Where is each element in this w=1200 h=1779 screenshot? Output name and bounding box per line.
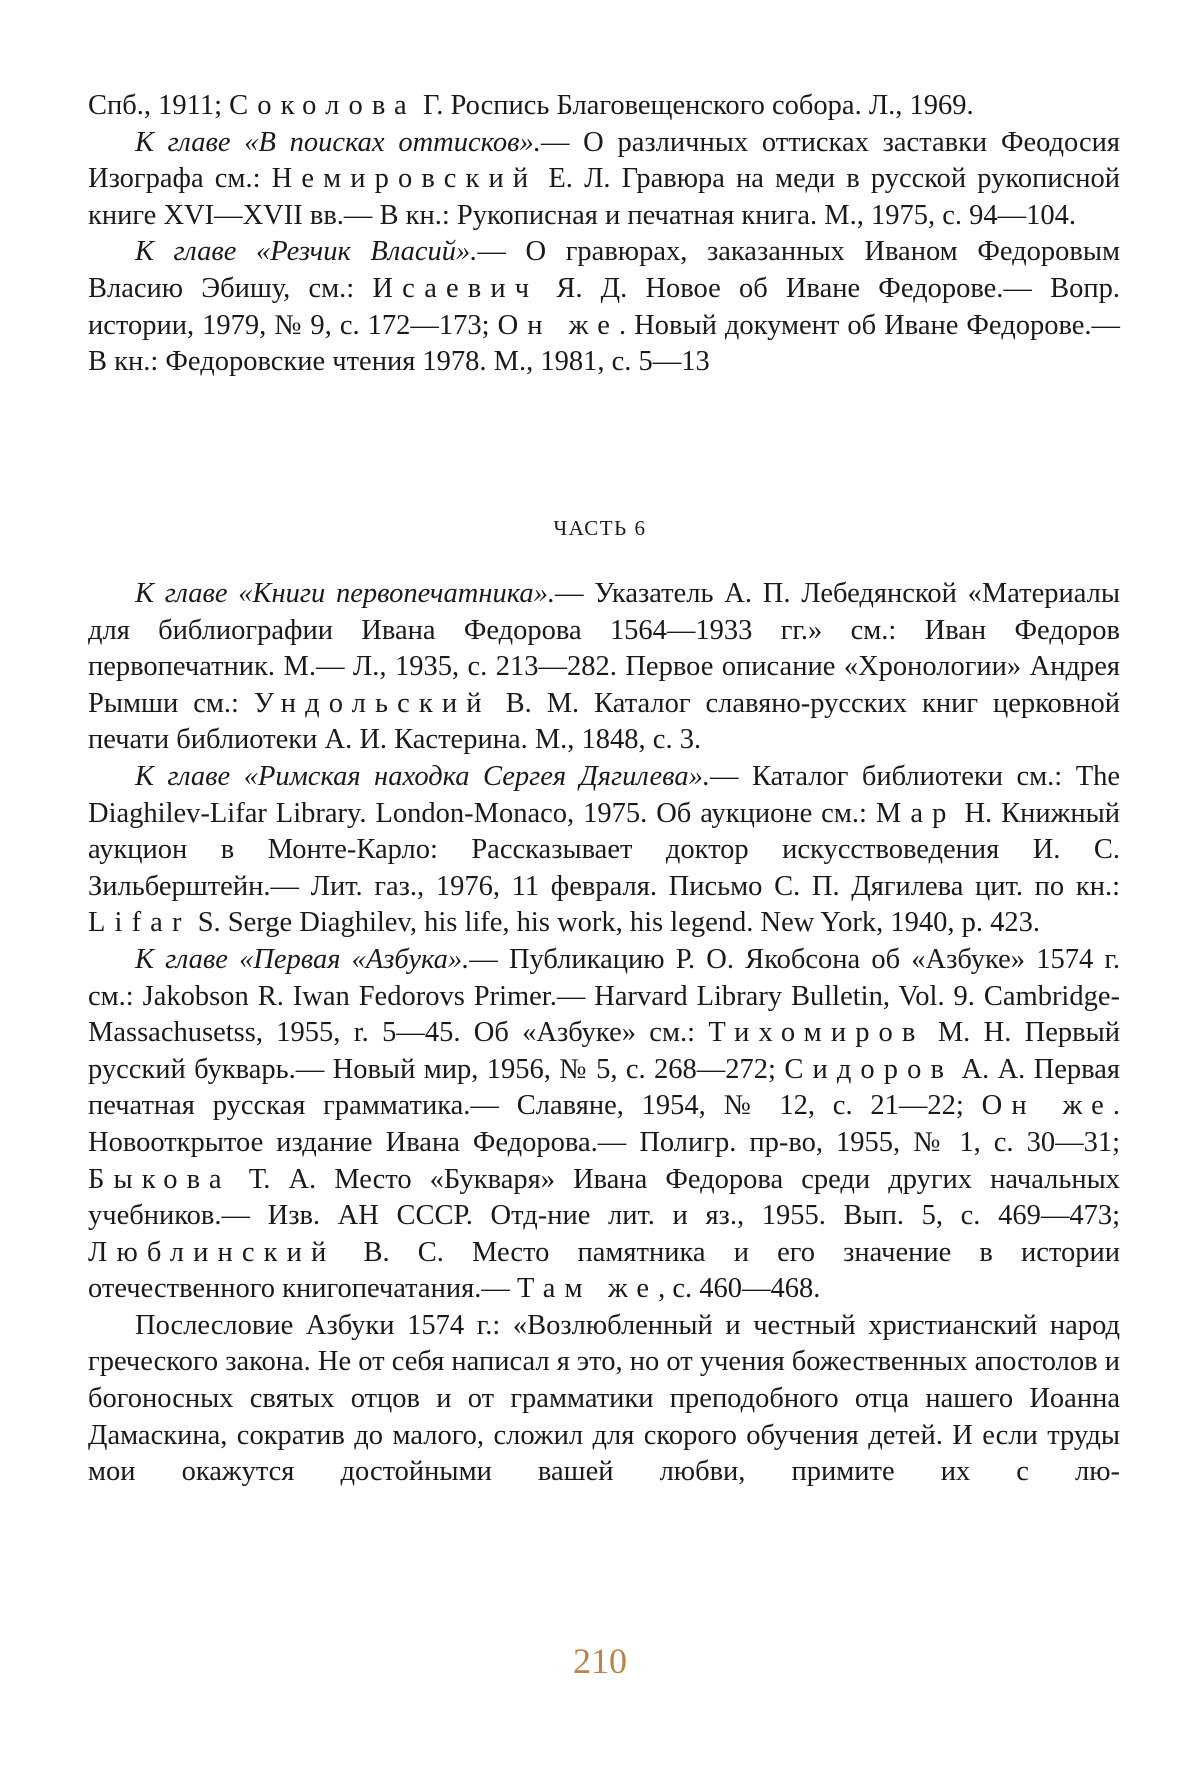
text: В. С. Место памятника и его значение в истории отечественного книгопечатания.—: [88, 1236, 1120, 1305]
note-knigi-pervopechatnika: [88, 576, 1120, 759]
note-pervaya-azbuka: [88, 942, 1120, 1308]
author-name: Соколова: [229, 90, 416, 121]
chapter-reference: К главе «Книги первопечатника».: [135, 578, 555, 609]
text: М. Н. Первый русский букварь.— Новый мир, 1956, № 5, с. 268—272;: [88, 1017, 1120, 1085]
text: , с. 460—468.: [658, 1273, 821, 1305]
author-name: Он же: [981, 1090, 1113, 1122]
section-heading: ЧАСТЬ 6: [553, 516, 647, 540]
text: — О различных оттисках заставки Феодосия Изографа см.:: [88, 126, 1121, 195]
text: А. А. Первая печатная русская грамматика.— Славяне, 1954, № 12, с. 21—22;: [88, 1053, 1120, 1122]
text: Г. Роспись Благовещенского собора. Л., 1969.: [415, 90, 974, 121]
author-name: Там же: [516, 1273, 659, 1305]
note-rezchik-vlasiy: [88, 234, 1120, 380]
text: — Указатель А. П. Лебедянской «Материалы для библиографии Ивана Федорова 1564—1933 гг.» см.: Иван Федоров первопечатник. М.— Л., 1935, с. 213—282. Первое описание «Хронологии» Андрея Рымши см.:: [88, 578, 1120, 719]
page-number: 210: [573, 1641, 627, 1681]
main-notes: [88, 576, 1120, 1491]
note-rimskaya-nakhodka: [88, 759, 1120, 942]
author-name: Исаевич: [372, 272, 539, 304]
author-name: Ундольский: [253, 687, 491, 719]
text: — О гравюрах, заказанных Иваном Федоровым Власию Эбишу, см.:: [88, 236, 1120, 304]
text: — Публикацию Р. О. Якобсона об «Азбуке» 1574 г. см.: Jakobson R. Iwan Fedorovs Primer.— Harvard Library Bulletin, Vol. 9. Cambridge-Massachusetss, 1955, r. 5—45. Об «Азбуке» см.:: [88, 943, 1120, 1049]
author-name: Он же: [497, 309, 620, 341]
author-name: Тихомиров: [708, 1017, 925, 1049]
author-name: Lifar: [88, 907, 191, 939]
text: S. Serge Diaghilev, his life, his work, his legend. New York, 1940, p. 423.: [190, 907, 1040, 939]
note-v-poiskah-ottiskov: [88, 125, 1120, 235]
azbuka-afterword-quote: Послесловие Азбуки 1574 г.: «Возлюбленный и честный христианский народ греческого закона. Не от себя написал я это, но от учения божественных апостолов и богоносных святых отцов и от грамматики преподобного отца нашего Иоанна Дамаскина, сократив до малого, сложил для скорого обучения детей. И если труды мои окажутся достойными вашей любви, примите их с лю-: [88, 1309, 1120, 1488]
author-name: Немировский: [271, 163, 538, 195]
author-name: Люблинский: [88, 1236, 336, 1268]
text: Спб., 1911;: [88, 90, 230, 121]
text: . Новый документ об Иване Федорове.— В кн.: Федоровские чтения 1978. М., 1981, с. 5—13: [88, 309, 1121, 378]
chapter-reference: К главе «Первая «Азбука».: [135, 943, 470, 975]
text: Я. Д. Новое об Иване Федорове.— Вопр. истории, 1979, № 9, с. 172—173;: [88, 272, 1120, 341]
chapter-reference: К главе «Римская находка Сергея Дягилева».: [135, 760, 710, 792]
author-name: Мар: [875, 797, 956, 829]
note-continuation: [88, 88, 1120, 125]
author-name: Быкова: [88, 1163, 231, 1195]
text: Н. Книжный аукцион в Монте-Карло: Рассказывает доктор искусствоведения И. С. Зильберштейн.— Лит. газ., 1976, 11 февраля. Письмо С. П. Дягилева цит. по кн.:: [88, 797, 1120, 902]
author-name: Сидоров: [784, 1053, 954, 1085]
text: — Каталог библиотеки см.: The Diaghilev-Lifar Library. London-Monaco, 1975. Об аукционе см.:: [88, 760, 1121, 829]
text: Е. Л. Гравюра на меди в русской рукописной книге XVI—XVII вв.— В кн.: Рукописная и печатная книга. М., 1975, с. 94—104.: [88, 163, 1120, 231]
chapter-reference: К главе «Резчик Власий».: [135, 236, 478, 268]
top-notes: [88, 88, 1120, 381]
text: Т. А. Место «Букваря» Ивана Федорова среди других начальных учебников.— Изв. АН СССР. Отд-ние лит. и яз., 1955. Вып. 5, с. 469—473;: [88, 1163, 1120, 1232]
text: В. М. Каталог славяно-русских книг церковной печати библиотеки А. И. Кастерина. М., 1848, с. 3.: [88, 687, 1120, 756]
chapter-reference: К главе «В поисках оттисков».: [135, 126, 541, 158]
text: . Новооткрытое издание Ивана Федорова.— Полигр. пр-во, 1955, № 1, с. 30—31;: [88, 1090, 1120, 1158]
